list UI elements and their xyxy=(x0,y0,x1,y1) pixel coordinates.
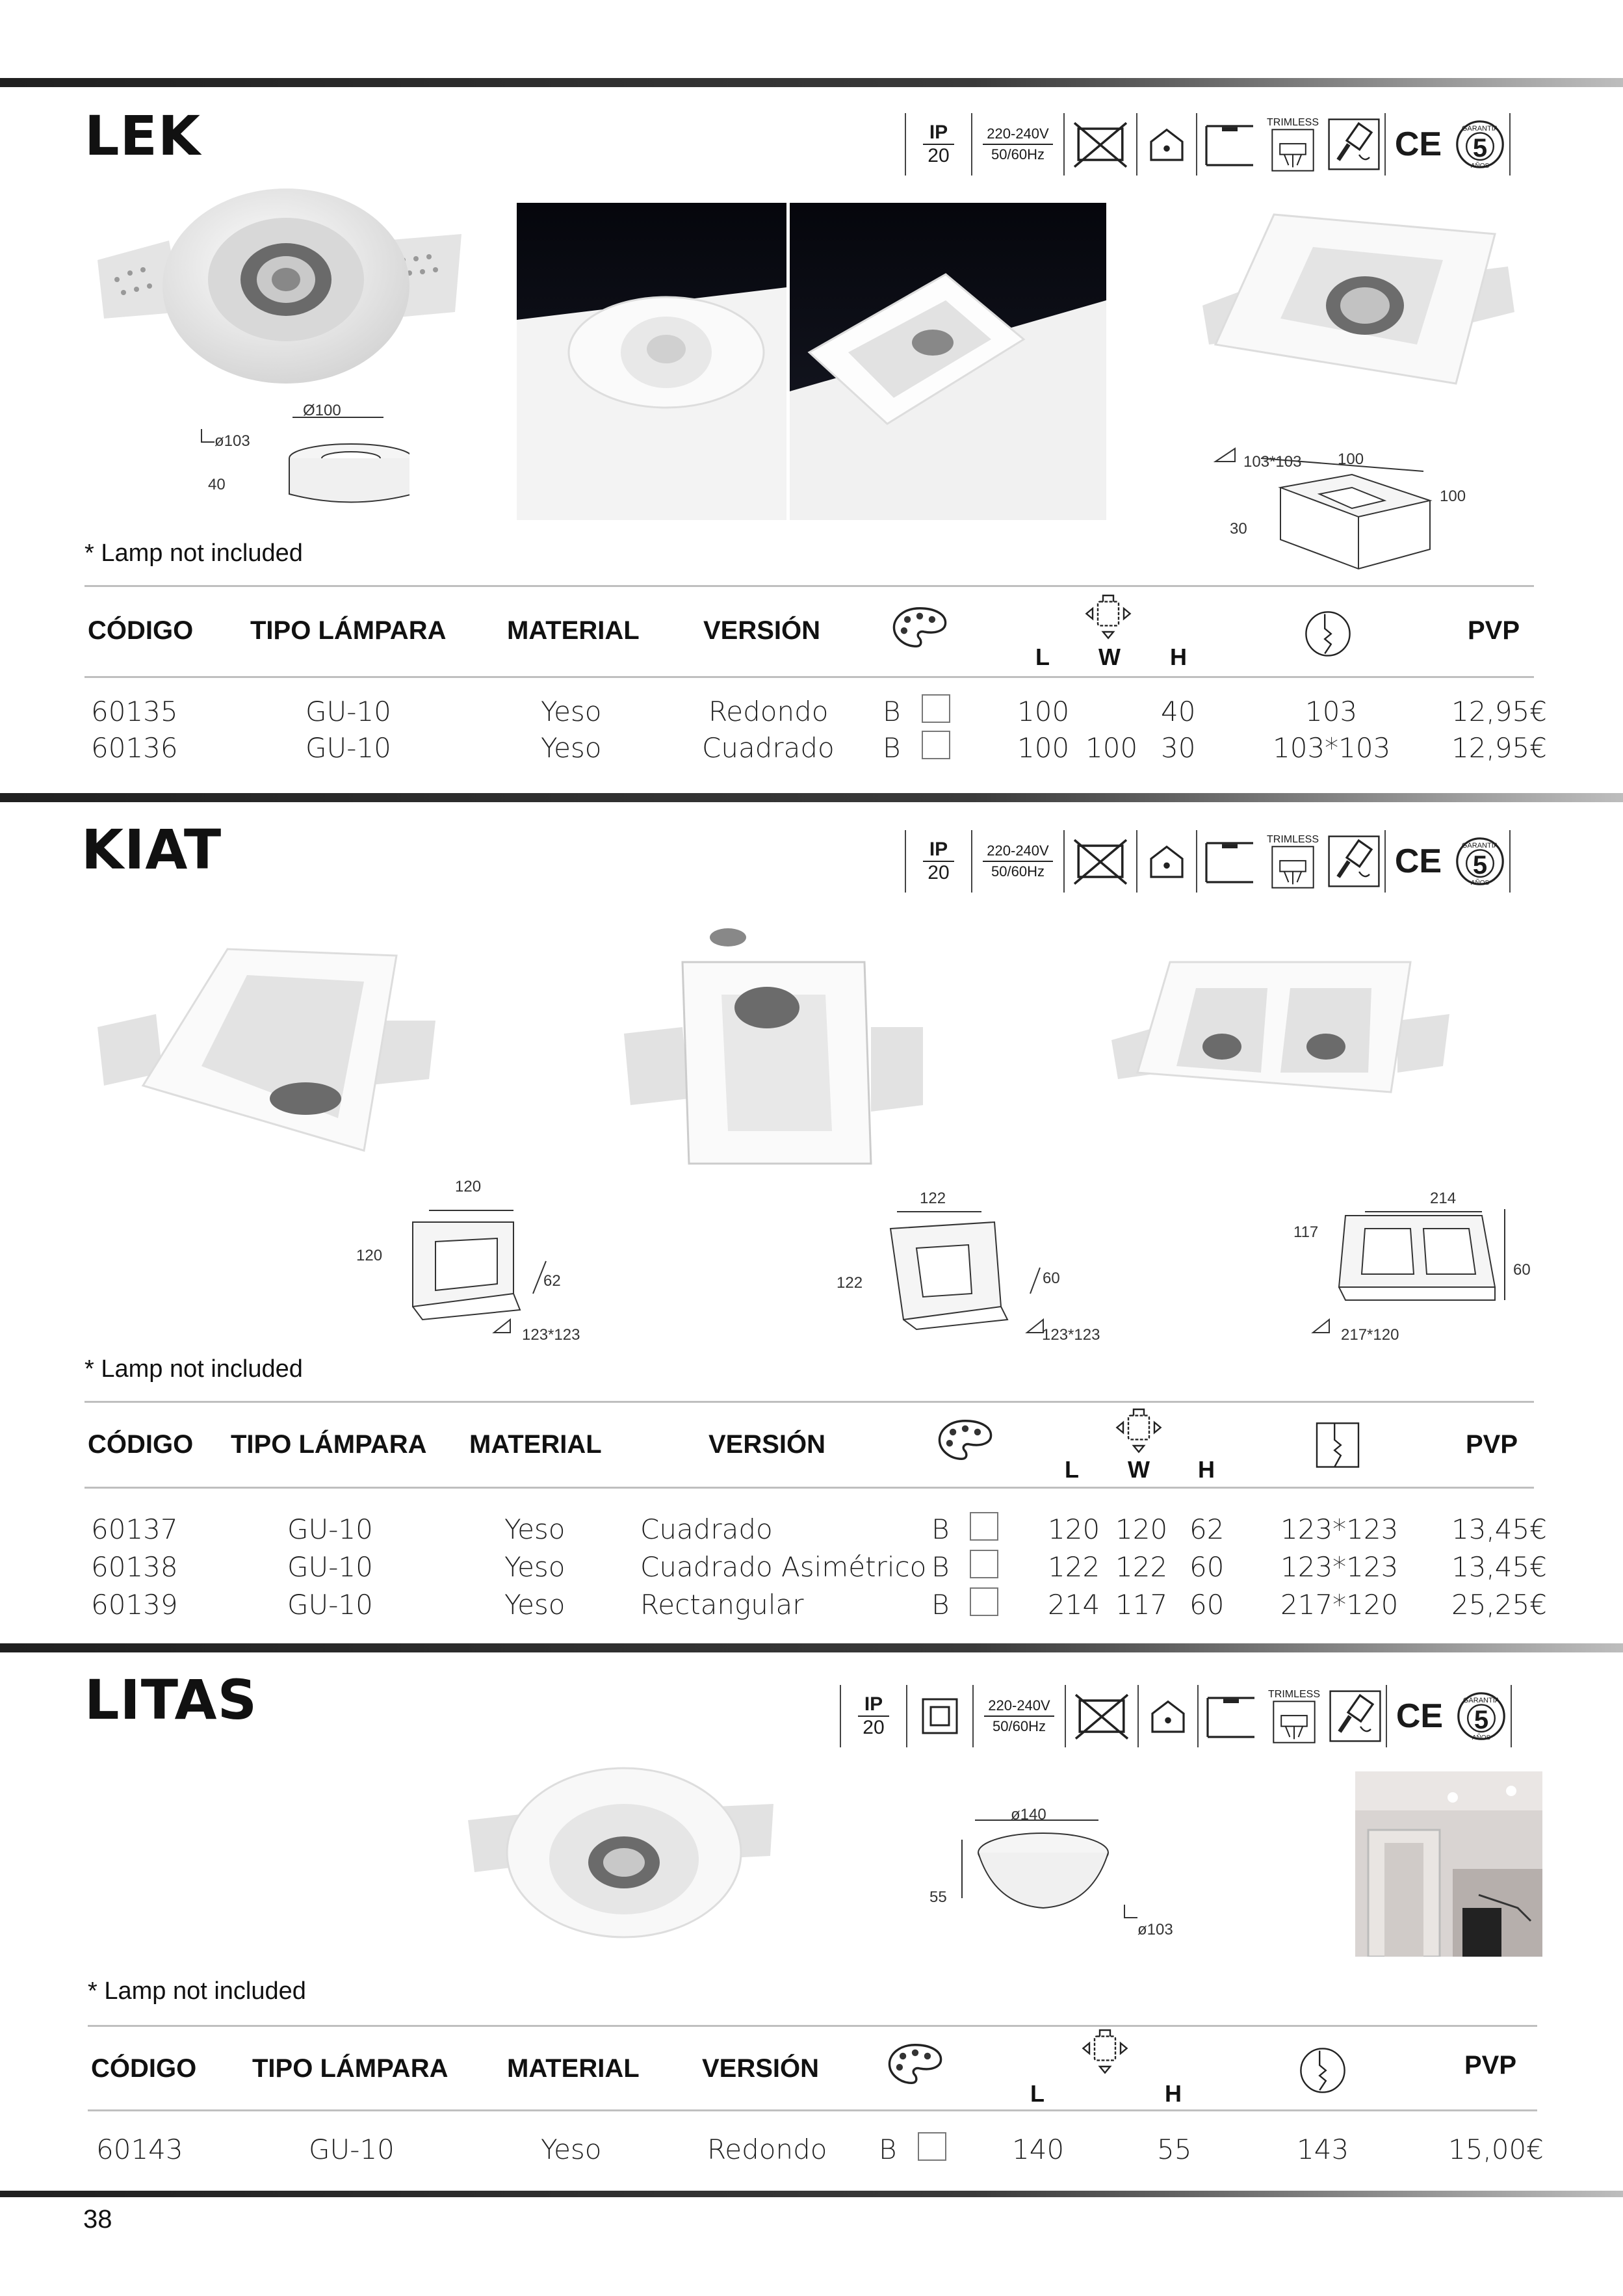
dimension-label: ø140 xyxy=(1011,1806,1046,1823)
column-header-h: H xyxy=(1198,1456,1215,1483)
column-header-h: H xyxy=(1165,2080,1182,2107)
voltage-rating: 220-240V 50/60Hz xyxy=(972,124,1063,164)
code: 60138 xyxy=(91,1551,178,1583)
ce-mark-icon: CE xyxy=(1394,125,1442,163)
no-insulation-cover-icon xyxy=(1066,1690,1137,1742)
column-header-material: MATERIAL xyxy=(507,2054,640,2083)
price: 15,00€ xyxy=(1448,2133,1544,2165)
dimension-label: Ø100 xyxy=(303,402,341,419)
lamp-not-included-note: * Lamp not included xyxy=(84,1355,303,1383)
version: Redondo xyxy=(708,696,829,727)
column-header-version: VERSIÓN xyxy=(703,616,821,645)
cutout-icon xyxy=(1302,608,1354,663)
dimension-label: 60 xyxy=(1513,1261,1531,1279)
lamp-not-included-note: * Lamp not included xyxy=(84,540,303,567)
material: Yeso xyxy=(541,2133,602,2165)
voltage-rating: 220-240V 50/60Hz xyxy=(972,841,1063,881)
color-code: B xyxy=(931,1551,950,1583)
class-ii-icon xyxy=(907,1697,972,1736)
code: 60143 xyxy=(96,2133,183,2165)
code: 60136 xyxy=(91,732,178,764)
page-number: 38 xyxy=(83,2205,112,2234)
dimension-label: 103*103 xyxy=(1243,453,1302,471)
section-title-lek: LEK xyxy=(84,104,201,168)
color-swatch xyxy=(918,2132,946,2161)
color-swatch xyxy=(970,1587,998,1616)
table-rule xyxy=(84,585,1534,587)
dimension-label: ø103 xyxy=(214,432,250,450)
lamp-type: GU-10 xyxy=(287,1551,373,1583)
color-code: B xyxy=(883,732,901,764)
version: Redondo xyxy=(707,2133,827,2165)
lamp-type: GU-10 xyxy=(287,1513,373,1545)
lamp-type: GU-10 xyxy=(309,2133,395,2165)
material: Yeso xyxy=(541,696,602,727)
section-title-kiat: KIAT xyxy=(81,818,222,881)
length: 122 xyxy=(1048,1551,1100,1583)
dimension-label: 122 xyxy=(920,1190,946,1207)
price: 13,45€ xyxy=(1451,1551,1547,1583)
dimension-label: 100 xyxy=(1338,450,1364,468)
ceiling-mount-icon xyxy=(1197,120,1262,169)
dimension-label: 60 xyxy=(1043,1270,1060,1287)
lamp-type: GU-10 xyxy=(305,696,391,727)
table-rule xyxy=(88,2025,1537,2027)
column-header-pvp: PVP xyxy=(1464,2051,1517,2080)
column-header-tipo: TIPO LÁMPARA xyxy=(231,1430,427,1459)
column-header-version: VERSIÓN xyxy=(708,1430,826,1459)
feature-icons-lek xyxy=(905,112,1511,177)
height: 40 xyxy=(1161,696,1196,727)
column-header-material: MATERIAL xyxy=(469,1430,602,1459)
column-header-codigo: CÓDIGO xyxy=(88,616,194,645)
price: 12,95€ xyxy=(1451,696,1547,727)
width: 100 xyxy=(1085,732,1138,764)
column-header-pvp: PVP xyxy=(1466,1430,1518,1459)
width: 120 xyxy=(1115,1513,1168,1545)
trimless-icon: TRIMLESS xyxy=(1264,1689,1325,1743)
height: 30 xyxy=(1161,732,1196,764)
paintable-icon xyxy=(1323,118,1384,170)
length: 100 xyxy=(1017,696,1070,727)
width: 122 xyxy=(1115,1551,1168,1583)
product-photo-lek-round xyxy=(97,182,461,397)
dimension-label: 123*123 xyxy=(522,1326,580,1344)
color-swatch xyxy=(970,1512,998,1541)
section-title-litas: LITAS xyxy=(84,1668,258,1732)
installed-photo-lek-round xyxy=(517,203,786,520)
color-swatch xyxy=(922,731,950,759)
cutout: 123*123 xyxy=(1280,1551,1399,1583)
guarantee-icon: GARANTIA 5 AÑOS xyxy=(1451,118,1509,170)
material: Yeso xyxy=(504,1551,565,1583)
cutout-icon xyxy=(1312,1417,1364,1476)
ceiling-mount-icon xyxy=(1199,1691,1264,1741)
product-photo-kiat-rectangular xyxy=(1111,949,1449,1144)
version: Rectangular xyxy=(640,1589,804,1621)
guarantee-icon: GARANTIA 5 AÑOS xyxy=(1452,1690,1511,1742)
indoor-use-icon xyxy=(1137,841,1196,882)
ip-rating: IP 20 xyxy=(906,839,971,884)
column-header-l: L xyxy=(1065,1456,1079,1483)
technical-drawing-litas xyxy=(949,1801,1144,1931)
ip-rating: IP 20 xyxy=(906,122,971,167)
column-header-pvp: PVP xyxy=(1468,616,1520,645)
no-insulation-cover-icon xyxy=(1065,118,1136,170)
dimension-label: ø103 xyxy=(1137,1921,1173,1938)
dimension-label: 120 xyxy=(455,1178,482,1195)
technical-drawing-kiat-square xyxy=(383,1190,578,1346)
dimension-label: 217*120 xyxy=(1341,1326,1399,1344)
version: Cuadrado xyxy=(702,732,835,764)
ceiling-mount-icon xyxy=(1197,837,1262,886)
dimensions-icon xyxy=(1082,590,1134,646)
color-swatch xyxy=(970,1550,998,1578)
dimension-label: 120 xyxy=(356,1247,383,1264)
cutout: 123*123 xyxy=(1280,1513,1399,1545)
dimension-label: 30 xyxy=(1230,520,1247,538)
product-photo-lek-square xyxy=(1196,195,1521,397)
paintable-icon xyxy=(1323,835,1384,887)
price: 12,95€ xyxy=(1451,732,1547,764)
height: 60 xyxy=(1189,1551,1225,1583)
installed-photo-lek-square xyxy=(790,203,1106,520)
ce-mark-icon: CE xyxy=(1396,1697,1444,1735)
color-palette-icon xyxy=(892,605,948,653)
product-photo-kiat-square xyxy=(91,936,442,1157)
column-header-codigo: CÓDIGO xyxy=(88,1430,194,1459)
version: Cuadrado xyxy=(640,1513,773,1545)
price: 13,45€ xyxy=(1451,1513,1547,1545)
color-code: B xyxy=(931,1513,950,1545)
column-header-tipo: TIPO LÁMPARA xyxy=(252,2054,448,2083)
table-rule xyxy=(84,1401,1534,1403)
indoor-use-icon xyxy=(1139,1695,1197,1737)
column-header-material: MATERIAL xyxy=(507,616,640,645)
code: 60137 xyxy=(91,1513,178,1545)
height: 62 xyxy=(1189,1513,1225,1545)
dimensions-icon xyxy=(1079,2025,1131,2080)
material: Yeso xyxy=(504,1589,565,1621)
indoor-use-icon xyxy=(1137,124,1196,165)
table-rule xyxy=(84,676,1534,678)
paintable-icon xyxy=(1325,1690,1386,1742)
table-rule xyxy=(84,1487,1534,1489)
lamp-type: GU-10 xyxy=(305,732,391,764)
length: 120 xyxy=(1048,1513,1100,1545)
voltage-rating: 220-240V 50/60Hz xyxy=(974,1696,1065,1736)
width: 117 xyxy=(1115,1589,1168,1621)
code: 60139 xyxy=(91,1589,178,1621)
table-rule xyxy=(88,2109,1537,2111)
feature-icons-litas xyxy=(840,1684,1512,1749)
column-header-codigo: CÓDIGO xyxy=(91,2054,197,2083)
dimension-label: 123*123 xyxy=(1042,1326,1100,1344)
color-swatch xyxy=(922,694,950,723)
column-header-l: L xyxy=(1035,644,1050,670)
length: 214 xyxy=(1048,1589,1100,1621)
price: 25,25€ xyxy=(1451,1589,1547,1621)
dimensions-icon xyxy=(1113,1404,1165,1459)
code: 60135 xyxy=(91,696,178,727)
dimension-label: 117 xyxy=(1293,1223,1319,1241)
trimless-icon: TRIMLESS xyxy=(1262,117,1323,172)
lamp-not-included-note: * Lamp not included xyxy=(88,1977,306,2005)
color-code: B xyxy=(879,2133,897,2165)
height: 60 xyxy=(1189,1589,1225,1621)
color-palette-icon xyxy=(937,1417,993,1466)
color-code: B xyxy=(931,1589,950,1621)
product-photo-litas xyxy=(461,1742,780,1950)
section-divider xyxy=(0,793,1623,802)
dimension-label: 100 xyxy=(1440,488,1466,505)
dimension-label: 40 xyxy=(208,476,226,493)
cutout: 143 xyxy=(1297,2133,1349,2165)
cutout: 217*120 xyxy=(1280,1589,1399,1621)
feature-icons-kiat xyxy=(905,829,1511,894)
cutout: 103 xyxy=(1305,696,1358,727)
material: Yeso xyxy=(541,732,602,764)
cutout-icon xyxy=(1297,2044,1349,2100)
ce-mark-icon: CE xyxy=(1394,842,1442,880)
guarantee-icon: GARANTIA 5 AÑOS xyxy=(1451,835,1509,887)
product-photo-kiat-asymmetric xyxy=(591,923,942,1170)
dimension-label: 122 xyxy=(837,1274,863,1292)
column-header-h: H xyxy=(1170,644,1187,670)
version: Cuadrado Asimétrico xyxy=(640,1551,927,1583)
ip-rating: IP 20 xyxy=(841,1693,906,1739)
color-code: B xyxy=(883,696,901,727)
column-header-w: W xyxy=(1128,1456,1150,1483)
column-header-version: VERSIÓN xyxy=(702,2054,820,2083)
dimension-label: 55 xyxy=(929,1888,947,1906)
footer-divider xyxy=(0,2191,1623,2197)
column-header-tipo: TIPO LÁMPARA xyxy=(250,616,447,645)
lamp-type: GU-10 xyxy=(287,1589,373,1621)
technical-drawing-kiat-rectangular xyxy=(1300,1196,1521,1346)
no-insulation-cover-icon xyxy=(1065,835,1136,887)
height: 55 xyxy=(1157,2133,1192,2165)
length: 100 xyxy=(1017,732,1070,764)
column-header-w: W xyxy=(1098,644,1121,670)
section-divider xyxy=(0,78,1623,87)
interior-photo-litas xyxy=(1355,1771,1542,1957)
column-header-l: L xyxy=(1030,2080,1045,2107)
length: 140 xyxy=(1012,2133,1065,2165)
trimless-icon: TRIMLESS xyxy=(1262,834,1323,889)
section-divider xyxy=(0,1643,1623,1652)
dimension-label: 62 xyxy=(543,1272,561,1290)
dimension-label: 214 xyxy=(1430,1190,1457,1207)
material: Yeso xyxy=(504,1513,565,1545)
cutout: 103*103 xyxy=(1273,732,1391,764)
color-palette-icon xyxy=(887,2041,943,2090)
technical-drawing-lek-round xyxy=(195,397,409,520)
